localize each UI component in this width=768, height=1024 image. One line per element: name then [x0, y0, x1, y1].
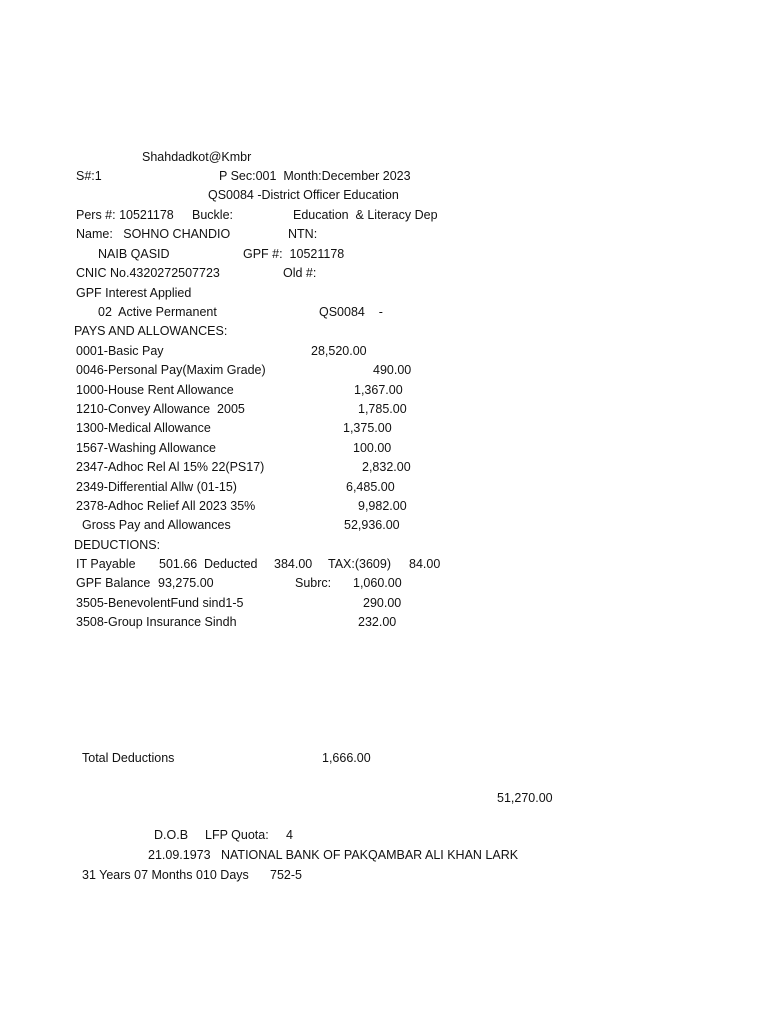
tax-value: 84.00: [409, 557, 441, 571]
pay-item-label: 2347-Adhoc Rel Al 15% 22(PS17): [76, 460, 265, 474]
old-number-label: Old #:: [283, 266, 317, 280]
pay-item-label: 2378-Adhoc Relief All 2023 35%: [76, 499, 256, 513]
pay-item-label: 1210-Convey Allowance 2005: [76, 402, 245, 416]
pay-item-label: 1567-Washing Allowance: [76, 441, 216, 455]
account-number: 752-5: [270, 868, 302, 882]
pay-item-label: 2349-Differential Allw (01-15): [76, 480, 237, 494]
subscription-value: 1,060.00: [353, 576, 402, 590]
gpf-number: GPF #: 10521178: [243, 247, 345, 261]
office-name: Shahdadkot@Kmbr: [142, 150, 252, 164]
gpf-balance-value: 93,275.00: [158, 576, 214, 590]
department: Education & Literacy Dep: [293, 208, 438, 222]
designation: NAIB QASID: [98, 247, 170, 261]
date-of-birth: 21.09.1973: [148, 848, 211, 862]
pay-item-amount: 1,367.00: [354, 383, 403, 397]
pay-item-amount: 490.00: [373, 363, 412, 377]
pay-item-label: 0001-Basic Pay: [76, 344, 164, 358]
serial-number: S#:1: [76, 169, 102, 183]
cnic-number: CNIC No.4320272507723: [76, 266, 220, 280]
it-payable-value: 501.66: [159, 557, 198, 571]
buckle-label: Buckle:: [192, 208, 233, 222]
ddo-code: QS0084 -District Officer Education: [208, 188, 399, 202]
status-code: QS0084 -: [319, 305, 383, 319]
pay-item-amount: 2,832.00: [362, 460, 411, 474]
it-payable-label: IT Payable: [76, 557, 136, 571]
pay-item-amount: 1,375.00: [343, 421, 392, 435]
pay-item-label: 1300-Medical Allowance: [76, 421, 211, 435]
deduction-item-amount: 290.00: [363, 596, 402, 610]
lfp-quota-value: 4: [286, 828, 293, 842]
pay-item-amount: 100.00: [353, 441, 392, 455]
deductions-heading: DEDUCTIONS:: [74, 538, 161, 552]
service-length: 31 Years 07 Months 010 Days: [82, 868, 249, 882]
lfp-quota-label: LFP Quota:: [205, 828, 269, 842]
employment-status: 02 Active Permanent: [98, 305, 217, 319]
pay-item-label: 0046-Personal Pay(Maxim Grade): [76, 363, 266, 377]
personnel-number: Pers #: 10521178: [76, 208, 174, 222]
ntn-label: NTN:: [288, 227, 318, 241]
gpf-balance-label: GPF Balance: [76, 576, 151, 590]
gpf-interest-note: GPF Interest Applied: [76, 286, 192, 300]
pays-heading: PAYS AND ALLOWANCES:: [74, 324, 228, 338]
dob-label: D.O.B: [154, 828, 189, 842]
tax-label: TAX:(3609): [328, 557, 391, 571]
pay-item-amount: 1,785.00: [358, 402, 407, 416]
pay-period: P Sec:001 Month:December 2023: [219, 169, 411, 183]
deduction-item-label: 3505-BenevolentFund sind1-5: [76, 596, 244, 610]
gross-pay-label: Gross Pay and Allowances: [82, 518, 231, 532]
total-deductions-amount: 1,666.00: [322, 751, 371, 765]
gross-pay-amount: 52,936.00: [344, 518, 400, 532]
deduction-item-amount: 232.00: [358, 615, 397, 629]
bank-name: NATIONAL BANK OF PAKQAMBAR ALI KHAN LARK: [221, 848, 519, 862]
pay-item-amount: 9,982.00: [358, 499, 407, 513]
net-pay-amount: 51,270.00: [497, 791, 553, 805]
pay-item-amount: 6,485.00: [346, 480, 395, 494]
deduction-item-label: 3508-Group Insurance Sindh: [76, 615, 237, 629]
subscription-label: Subrc:: [295, 576, 332, 590]
total-deductions-label: Total Deductions: [82, 751, 175, 765]
pay-item-label: 1000-House Rent Allowance: [76, 383, 234, 397]
pay-item-amount: 28,520.00: [311, 344, 367, 358]
deducted-label: Deducted: [204, 557, 258, 571]
deducted-value: 384.00: [274, 557, 313, 571]
employee-name: Name: SOHNO CHANDIO: [76, 227, 231, 241]
